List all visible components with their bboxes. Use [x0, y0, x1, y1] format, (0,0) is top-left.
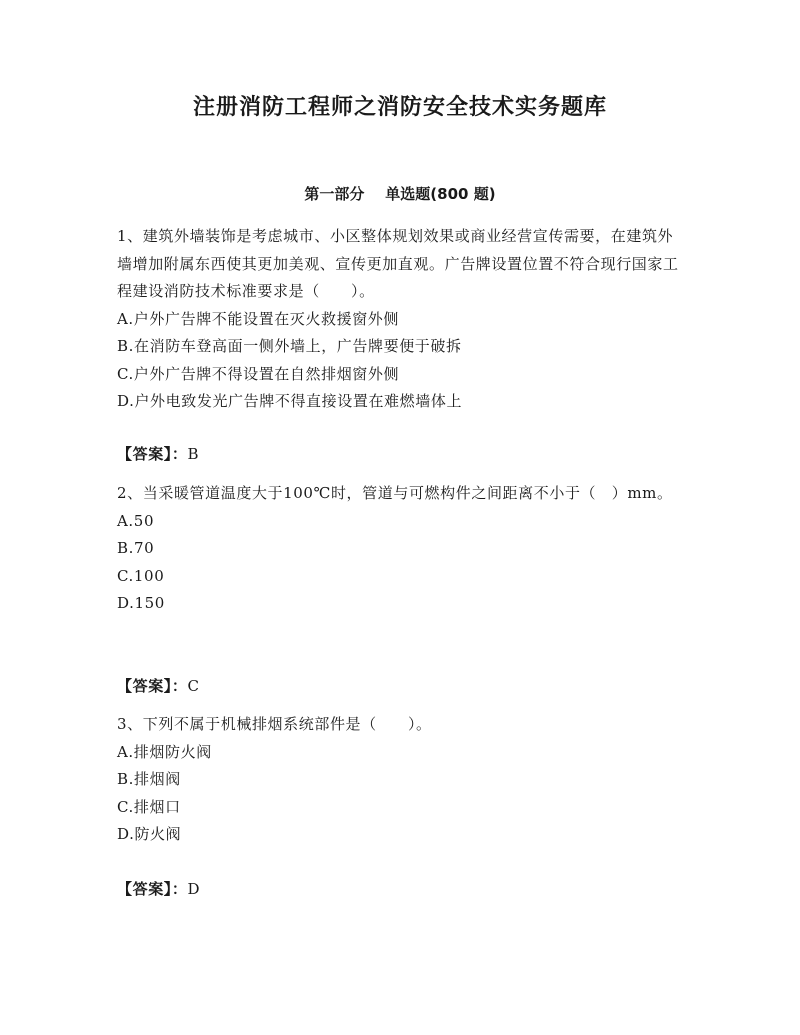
answer-value: B [187, 445, 200, 463]
section-title: 第一部分 单选题(800 题) [304, 185, 496, 203]
option-a: A.排烟防火阀 [117, 742, 212, 761]
option-d: D.防火阀 [117, 825, 182, 843]
option-d: D.150 [117, 594, 165, 612]
question-stem: 2、当采暖管道温度大于100℃时，管道与可燃构件之间距离不小于（ ）mm。 [117, 484, 673, 502]
answer-value: C [187, 677, 200, 695]
answer-1 [117, 442, 199, 466]
answer-3 [117, 877, 200, 901]
question-2 [117, 480, 683, 618]
question-stem: 3、下列不属于机械排烟系统部件是（ ）。 [117, 715, 432, 733]
option-a: A.50 [117, 511, 155, 530]
question-stem: 1、建筑外墙装饰是考虑城市、小区整体规划效果或商业经营宣传需要，在建筑外墙增加附属东西使其更加美观、宣传更加直观。广告牌设置位置不符合现行国家工程建设消防技术标准要求是（ ）。 [117, 227, 679, 300]
answer-label: 【答案】： [117, 880, 188, 898]
question-3 [117, 711, 683, 849]
answer-label: 【答案】： [117, 677, 188, 695]
answer-label: 【答案】： [117, 445, 188, 463]
option-b: B.在消防车登高面一侧外墙上，广告牌要便于破拆 [117, 337, 462, 355]
option-b: B.70 [117, 539, 155, 557]
option-d: D.户外电致发光广告牌不得直接设置在难燃墙体上 [117, 392, 463, 410]
document-title: 注册消防工程师之消防安全技术实务题库 [192, 95, 607, 120]
answer-value: D [187, 880, 201, 898]
option-c: C.100 [117, 566, 165, 585]
option-c: C.排烟口 [117, 797, 181, 816]
option-a: A.户外广告牌不能设置在灭火救援窗外侧 [117, 309, 400, 328]
question-1 [117, 223, 683, 416]
answer-2 [117, 674, 200, 698]
option-c: C.户外广告牌不得设置在自然排烟窗外侧 [117, 364, 400, 383]
option-b: B.排烟阀 [117, 770, 181, 788]
